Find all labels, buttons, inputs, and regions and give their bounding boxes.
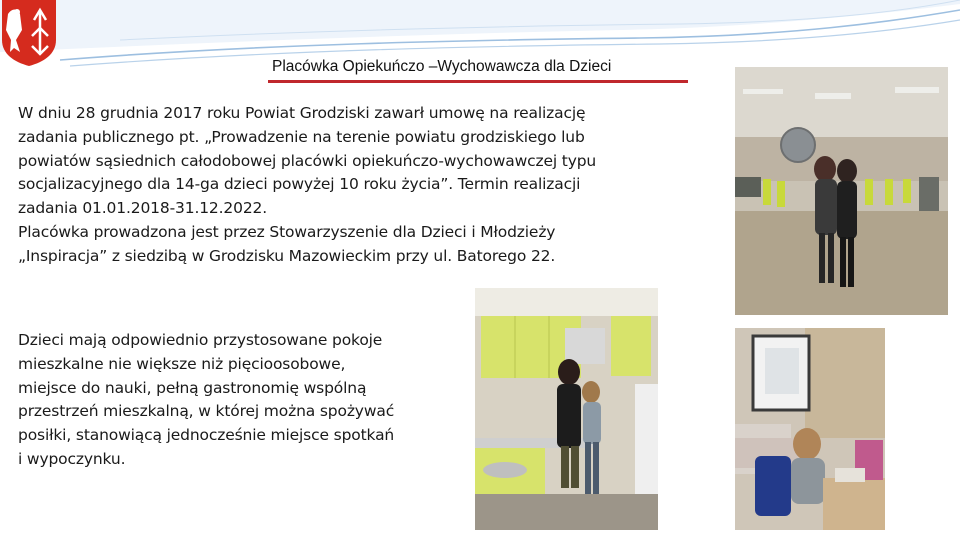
- text-line: Dzieci mają odpowiednio przystosowane pokoje: [18, 331, 383, 349]
- paragraph-agreement: [18, 102, 698, 269]
- text-line: i wypoczynku.: [18, 449, 126, 468]
- coat-of-arms-logo-icon: [0, 0, 58, 66]
- photo-common-room: [735, 67, 948, 315]
- text-line: przestrzeń mieszkalną, w której można spożywać: [18, 402, 395, 421]
- text-line: Placówka prowadzona jest przez Stowarzyszenie dla Dzieci i Młodzieży: [18, 222, 556, 241]
- text-line: zadania publicznego pt. „Prowadzenie na terenie powiatu grodziskiego lub: [18, 127, 585, 146]
- text-line: socjalizacyjnego dla 14-ga dzieci powyżej 10 roku życia”. Termin realizacji: [18, 175, 581, 194]
- photo-kitchen: [475, 288, 658, 530]
- text-line: zadania 01.01.2018-31.12.2022.: [18, 199, 268, 218]
- slide-title: Placówka Opiekuńczo –Wychowawcza dla Dzieci: [272, 58, 612, 75]
- text-line: W dniu 28 grudnia 2017 roku Powiat Grodziski zawarł umowę na realizację: [18, 104, 586, 122]
- title-underline: [268, 80, 688, 83]
- photo-study-room: [735, 328, 885, 530]
- text-line: miejsce do nauki, pełną gastronomię wspólną: [18, 378, 367, 397]
- text-line: mieszkalne nie większe niż pięcioosobowe,: [18, 354, 346, 373]
- paragraph-rooms: [18, 329, 458, 472]
- text-line: powiatów sąsiednich całodobowej placówki opiekuńczo-wychowawczej typu: [18, 151, 597, 170]
- text-line: „Inspiracja” z siedzibą w Grodzisku Mazowieckim przy ul. Batorego 22.: [18, 246, 556, 265]
- text-line: posiłki, stanowiącą jednocześnie miejsce spotkań: [18, 426, 395, 445]
